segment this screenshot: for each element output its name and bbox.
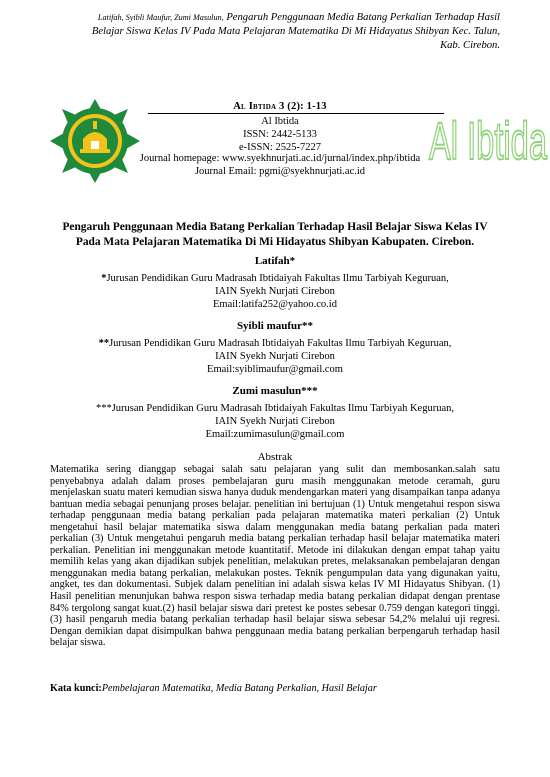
author-name-3: Zumi masulun*** bbox=[232, 385, 318, 397]
keywords: Kata kunci:Pembelajaran Matematika, Media Batang Perkalian, Hasil Belajar bbox=[50, 683, 377, 694]
author-institution-2: IAIN Syekh Nurjati Cirebon bbox=[215, 351, 335, 362]
author-institution-3: IAIN Syekh Nurjati Cirebon bbox=[215, 416, 335, 427]
author-affil-mark-3: *** bbox=[95, 403, 112, 414]
running-header-title: Pengaruh Penggunaan Media Batang Perkalian Terhadap Hasil bbox=[223, 12, 500, 23]
article-title bbox=[40, 220, 510, 250]
author-email-2: Email:syiblimaufur@gmail.com bbox=[207, 364, 343, 375]
author-institution-1: IAIN Syekh Nurjati Cirebon bbox=[215, 286, 335, 297]
journal-email: Journal Email: pgmi@syekhnurjati.ac.id bbox=[194, 166, 366, 177]
abstract-heading: Abstrak bbox=[257, 451, 293, 463]
journal-info bbox=[150, 100, 410, 154]
author-block-1 bbox=[40, 255, 510, 311]
author-name-2: Syibli maufur** bbox=[236, 320, 314, 332]
author-affil-mark-1: * bbox=[101, 273, 107, 284]
article-title-line2: Pada Mata Pelajaran Matematika Di Mi Hidayatus Shibyan Kabupaten. Cirebon. bbox=[75, 236, 475, 248]
running-header-line3: Kab. Cirebon. bbox=[440, 40, 500, 51]
author-name-1: Latifah* bbox=[254, 255, 296, 267]
author-affil-1: Jurusan Pendidikan Guru Madrasah Ibtidaiyah Fakultas Ilmu Tarbiyah Keguruan, bbox=[106, 273, 449, 284]
journal-eissn: e-ISSN: 2525-7227 bbox=[239, 142, 321, 153]
author-affil-mark-2: ** bbox=[98, 338, 110, 349]
journal-name: Al Ibtida bbox=[261, 116, 299, 127]
al-ibtida-wordmark bbox=[428, 108, 548, 178]
journal-citation: Al Ibtida 3 (2): 1-13 bbox=[233, 101, 327, 112]
author-affil-3: Jurusan Pendidikan Guru Madrasah Ibtidaiyah Fakultas Ilmu Tarbiyah Keguruan, bbox=[111, 403, 455, 414]
author-affil-2: Jurusan Pendidikan Guru Madrasah Ibtidaiyah Fakultas Ilmu Tarbiyah Keguruan, bbox=[109, 338, 452, 349]
journal-divider bbox=[148, 113, 444, 114]
running-header-line2: Belajar Siswa Kelas IV Pada Mata Pelajaran Matematika Di Mi Hidayatus Shibyan Kec. Talun, bbox=[91, 26, 500, 37]
iain-logo bbox=[50, 99, 140, 183]
keywords-text: Pembelajaran Matematika, Media Batang Perkalian, Hasil Belajar bbox=[101, 683, 377, 694]
author-block-3 bbox=[40, 385, 510, 441]
journal-homepage: Journal homepage: www.syekhnurjati.ac.id/jurnal/index.php/ibtida bbox=[139, 153, 421, 164]
author-email-1: Email:latifa252@yahoo.co.id bbox=[213, 299, 337, 310]
journal-contact bbox=[130, 152, 430, 178]
wordmark-text: Al Ibtida bbox=[429, 112, 548, 172]
journal-issn: ISSN: 2442-5133 bbox=[243, 129, 317, 140]
running-header bbox=[40, 10, 500, 53]
article-title-line1: Pengaruh Penggunaan Media Batang Perkalian Terhadap Hasil Belajar Siswa Kelas IV bbox=[62, 221, 488, 233]
abstract-text: Matematika sering dianggap sebagai salah satu pelajaran yang sulit dan membosankan.salah satu penyebabnya adalah dalam proses pembelajaran guru masih menggunakan metode ceramah, guru menjelaskan suatu materi kemudian siswa hanya duduk mendengarkan materi yang disampaikan tanpa adanya bantuan media sebagai penunjang proses belajar. penelitian ini bertujuan (1) Untuk mengetahui respon siswa terhadap penggunaan media batang perkalian pada pelajaran matematika materi perkalian (2) Untuk mengetahui hasil belajar matematika siswa dalam menggunakan media batang perkalian pada materi perkalian (3) Untuk mengetahui pengaruh media batang perkalian terhadap hasil belajar matematika materi perkalian. Penelitian ini menggunakan metode kuantitatif. Metode ini dilakukan dengan empat tahap yaitu memilih kelas yang akan dijadikan subjek penelitian, melakukan pretes, melaksanakan pembelajaran dengan menggunakan media batang perkalian, melakukan postes. Teknik pengumpulan data yang digunakan yaitu, angket, tes dan dokumentasi. Subjek dalam penelitian ini adalah siswa kelas IV MI Hidayatus Shibyan. (1) Hasil penelitian menunjukan bahwa respon siswa terhadap media batang perkalian didapat dengan prentase 84% tergolong sangat kuat.(2) hasil belajar siswa dari pretest ke postes sebesar 0.759 dengan kategori tinggi. (3) hasil pengaruh media batang perkalian terhadap hasil belajar siswa sebesar 54,2% melalui uji regresi. Dengan demikian dapat disimpulkan bahwa penggunaan media batang perkalian berpengaruh terhadap hasil belajar siswa. bbox=[50, 464, 500, 649]
keywords-label: Kata kunci bbox=[50, 683, 99, 694]
author-email-3: Email:zumimasulun@gmail.com bbox=[205, 429, 345, 440]
running-header-authors: Latifah, Syibli Maufur, Zumi Masulun, bbox=[97, 13, 224, 22]
author-block-2 bbox=[40, 320, 510, 376]
